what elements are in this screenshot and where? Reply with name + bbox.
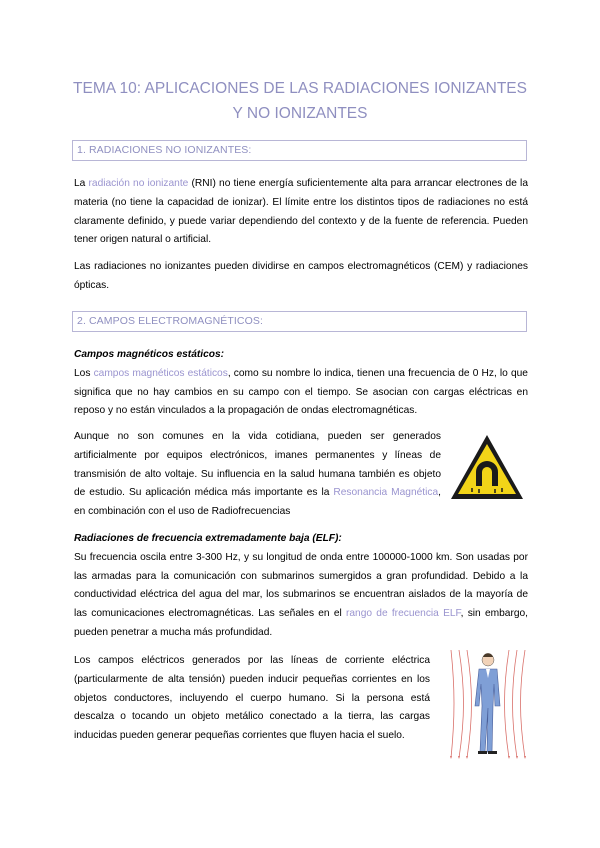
paragraph-static-fields-sources: Aunque no son comunes en la vida cotidiana, pueden ser generados artificialmente por equipos electrónicos, imanes permanentes y líneas de transmisión de alto voltaje. Su influencia en la salud humana también es objeto de estudio. Su aplicación médica más importante es la Resonancia Magnética, en combinación con el uso de Radiofrecuencias	[74, 431, 441, 518]
section-heading-1: 1. RADIACIONES NO IONIZANTES:	[72, 140, 527, 161]
paragraph-static-fields: Campos magnéticos estáticos: Los campos magnéticos estáticos, como su nombre lo indica, tienen una frecuencia de 0 Hz, lo que significa que no hay cambios en su campo con el tiempo. Se asocian con cargas eléctricas en reposo y no están vinculados a la propagación de ondas electromagnéticas.	[74, 346, 528, 421]
page-title	[60, 76, 540, 126]
title-line-1: TEMA 10: APLICACIONES DE LAS RADIACIONES IONIZANTES	[73, 80, 527, 97]
person-in-electric-field-icon	[447, 648, 529, 760]
subheading-static-fields: Campos magnéticos estáticos:	[74, 349, 225, 360]
highlight-term: radiación no ionizante	[88, 178, 189, 189]
subheading-elf: Radiaciones de frecuencia extremadamente baja (ELF):	[74, 533, 342, 544]
paragraph-rni-definition: La radiación no ionizante (RNI) no tiene energía suficientemente alta para arrancar electrones de la materia (no tiene la capacidad de ionizar). El límite entre los distintos tipos de radiaciones no está claramente definido, y puede variar dependiendo del contexto y de la fuente de referencia. Pueden tener origen natural o artificial.	[74, 178, 528, 246]
highlight-term: Resonancia Magnética	[333, 487, 439, 499]
paragraph-induced-currents: Los campos eléctricos generados por las líneas de corriente eléctrica (particularmente de alta tensión) pueden inducir pequeñas corrientes en los objetos conductores, incluyendo el cuerpo humano. Si la persona está descalza o tocando un objeto metálico conectado a la tierra, las cargas inducidas pueden generar pequeñas corrientes que fluyen hacia el suelo.	[74, 655, 430, 742]
paragraph-elf: Radiaciones de frecuencia extremadamente baja (ELF): Su frecuencia oscila entre 3-300 Hz, y su longitud de onda entre 100000-1000 km. Son usadas por las armadas para la comunicación con submarinos sumergidos a gran profundidad. Debido a la conductividad eléctrica del agua del mar, los submarinos se encuentran aislados de la mayoría de las comunicaciones electromagnéticas. Las señales en el rango de frecuencia ELF, sin embargo, pueden penetrar a mucha más profundidad.	[74, 530, 528, 643]
highlight-term: rango de frecuencia ELF	[346, 608, 461, 620]
section-heading-2: 2. CAMPOS ELECTROMAGNÉTICOS:	[72, 311, 527, 332]
magnetic-field-warning-sign-icon	[448, 432, 526, 502]
highlight-term: campos magnéticos estáticos	[93, 367, 228, 379]
paragraph-rni-division: Las radiaciones no ionizantes pueden dividirse en campos electromagnéticos (CEM) y radiaciones ópticas.	[74, 261, 528, 291]
title-line-2: Y NO IONIZANTES	[232, 105, 368, 122]
